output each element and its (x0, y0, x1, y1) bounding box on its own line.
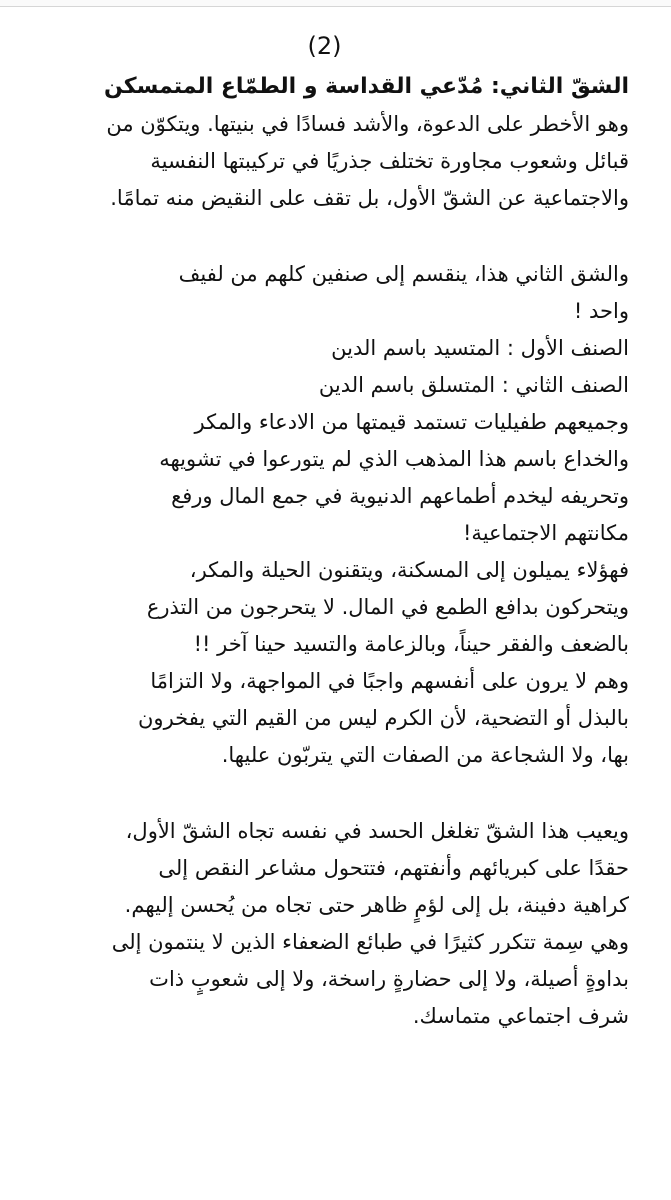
text-line: بداوةٍ أصيلة، ولا إلى حضارةٍ راسخة، ولا إلى شعوبٍ ذات (149, 967, 629, 991)
page-number: (2) (307, 32, 342, 60)
text-line: ويتحركون بدافع الطمع في المال. لا يتحرجون من التذرع (146, 595, 629, 619)
text-line: قبائل وشعوب مجاورة تختلف جذريًا في تركيبتها النفسية (150, 149, 629, 173)
paragraph-gap (20, 774, 629, 813)
paragraph-gap (20, 217, 629, 256)
text-line: بالبذل أو التضحية، لأن الكرم ليس من القيم التي يفخرون (138, 706, 629, 730)
text-line: بها، ولا الشجاعة من الصفات التي يتربّون عليها. (221, 743, 629, 767)
text-line: الصنف الثاني : المتسلق باسم الدين (318, 373, 629, 397)
text-line: وتحريفه ليخدم أطماعهم الدنيوية في جمع المال ورفع (171, 484, 629, 508)
text-line: والخداع باسم هذا المذهب الذي لم يتورعوا في تشويهه (159, 447, 629, 471)
text-line: الصنف الأول : المتسيد باسم الدين (331, 336, 629, 360)
text-line: مكانتهم الاجتماعية! (463, 521, 629, 545)
text-line: حقدًا على كبريائهم وأنفتهم، فتتحول مشاعر النقص إلى (158, 856, 629, 880)
text-line: وجميعهم طفيليات تستمد قيمتها من الادعاء والمكر (194, 410, 629, 434)
paragraph-2 (20, 256, 629, 774)
text-line: شرف اجتماعي متماسك. (412, 1004, 629, 1028)
text-line: فهؤلاء يميلون إلى المسكنة، ويتقنون الحيلة والمكر، (189, 558, 629, 582)
section-heading: الشقّ الثاني: مُدّعي القداسة و الطمّاع المتمسكن (103, 74, 629, 99)
text-line: واحد ! (573, 299, 629, 323)
text-line: بالضعف والفقر حيناً، وبالزعامة والتسيد حينا آخر !! (193, 632, 629, 656)
document-body (20, 68, 629, 1035)
text-line: وهو الأخطر على الدعوة، والأشد فسادًا في بنيتها. ويتكوّن من (106, 112, 629, 136)
text-line: وهم لا يرون على أنفسهم واجبًا في المواجهة، ولا التزامًا (150, 669, 629, 693)
text-line: ويعيب هذا الشقّ تغلغل الحسد في نفسه تجاه الشقّ الأول، (125, 819, 629, 843)
text-line: وهي سِمة تتكرر كثيرًا في طبائع الضعفاء الذين لا ينتمون إلى (111, 930, 629, 954)
text-line: كراهية دفينة، بل إلى لؤمٍ ظاهر حتى تجاه من يُحسن إليهم. (124, 893, 629, 917)
text-line: والشق الثاني هذا، ينقسم إلى صنفين كلهم من لفيف (178, 262, 629, 286)
paragraph-3 (20, 813, 629, 1035)
paragraph-1 (20, 106, 629, 217)
text-line: والاجتماعية عن الشقّ الأول، بل تقف على النقيض منه تمامًا. (110, 186, 629, 210)
